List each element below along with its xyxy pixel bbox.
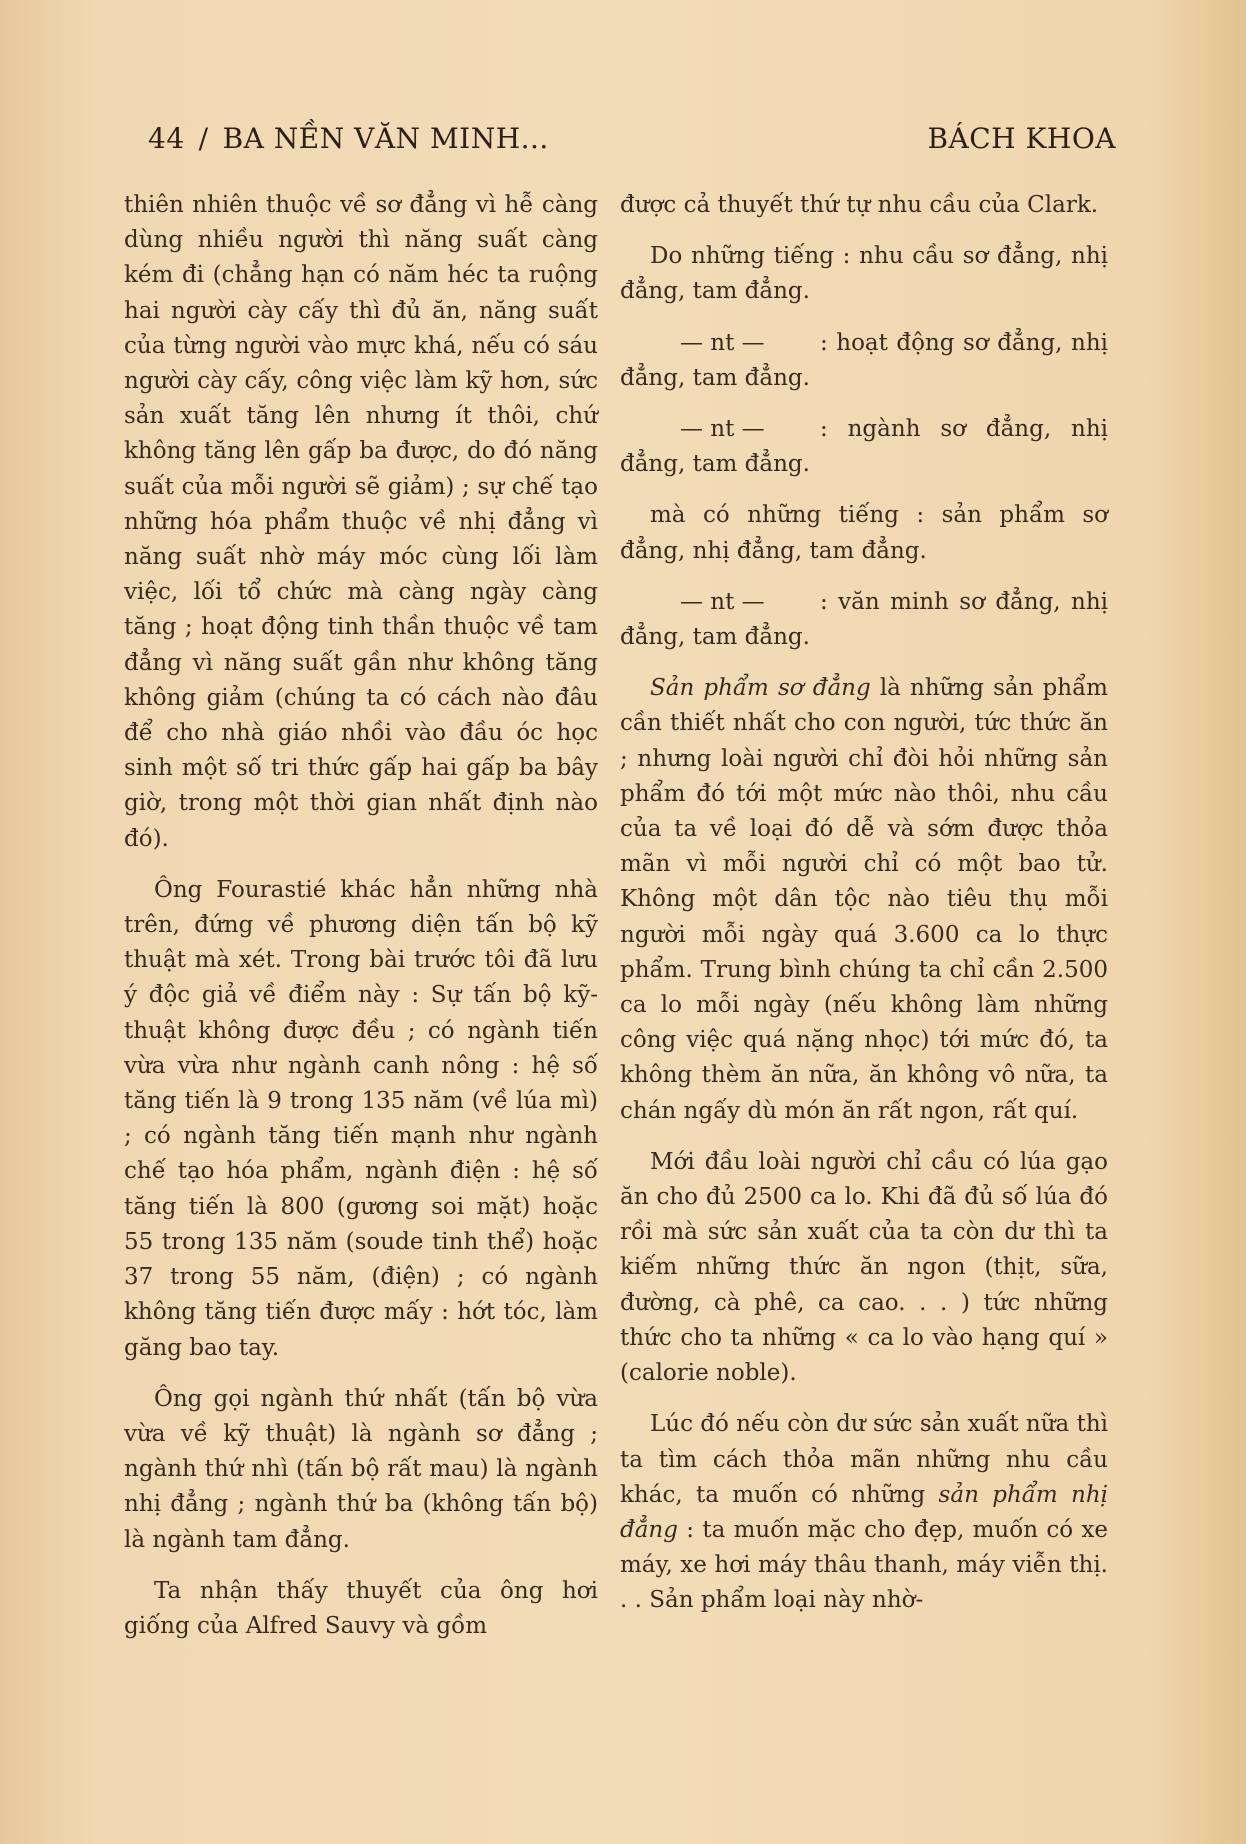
ditto-text: : văn minh sơ đẳng, nhị đẳng, tam đẳng. (620, 588, 1108, 651)
paragraph-text: là những sản phẩm cần thiết nhất cho con người, tức thức ăn ; nhưng loài người chỉ đòi hỏi những sản phẩm đó tới một mức nào thôi, nhu cầu của ta về loại đó dễ và sớm được thỏa mãn vì mỗi người chỉ có một bao tử. Không một dân tộc nào tiêu thụ mỗi người mỗi ngày quá 3.600 ca lo thực phẩm. Trung bình chúng ta chỉ cần 2.500 ca lo mỗi ngày (nếu không làm những công việc quá nặng nhọc) tới mức đó, ta không thèm ăn nữa, ăn không vô nữa, ta chán ngấy dù món ăn rất ngon, rất quí. (620, 675, 1108, 1124)
ditto-mark: — nt — (680, 588, 765, 615)
paragraph-text: Lúc đó nếu còn dư sức sản xuất nữa thì ta tìm cách thỏa mãn những nhu cầu khác, ta muốn có những (620, 1411, 1108, 1508)
ditto-line (620, 585, 1108, 655)
italic-term: sản phẩm nhị đẳng (620, 1481, 1108, 1543)
ditto-mark: — nt — (680, 329, 765, 356)
paragraph: Do những tiếng : nhu cầu sơ đẳng, nhị đẳng, tam đẳng. (620, 243, 1108, 305)
running-header (148, 122, 1116, 162)
paragraph (620, 1407, 1108, 1618)
left-column (124, 188, 598, 1660)
ditto-text: : ngành sơ đẳng, nhị đẳng, tam đẳng. (620, 416, 1108, 478)
paragraph: thiên nhiên thuộc về sơ đẳng vì hễ càng dùng nhiều người thì năng suất càng kém đi (chẳng hạn có năm héc ta ruộng hai người cày cấy thì đủ ăn, năng suất của từng người vào mực khá, nếu có sáu người cày cấy, công việc làm kỹ hơn, sức sản xuất tăng lên nhưng ít thôi, chứ không tăng lên gấp ba được, do đó năng suất của mỗi người sẽ giảm) ; sự chế tạo những hóa phẩm thuộc về nhị đẳng vì năng suất nhờ máy móc cùng lối làm việc, lối tổ chức mà càng ngày càng tăng ; hoạt động tinh thần thuộc về tam đẳng vì năng suất gần như không tăng không giảm (chúng ta có cách nào đâu để cho nhà giáo nhồi vào đầu óc học sinh một số tri thức gấp hai gấp ba bây giờ, trong một thời gian nhất định nào đó). (124, 192, 598, 852)
paragraph: Mới đầu loài người chỉ cầu có lúa gạo ăn cho đủ 2500 ca lo. Khi đã đủ số lúa đó rồi mà sức sản xuất của ta còn dư thì ta kiếm những thức ăn ngon (thịt, sữa, đường, cà phê, ca cao. . . ) tức những thức cho ta những « ca lo vào hạng quí » (calorie noble). (620, 1148, 1108, 1387)
ditto-mark: — nt — (680, 416, 765, 443)
header-left (148, 122, 549, 155)
running-title: BA NỀN VĂN MINH... (222, 122, 549, 155)
ditto-line (620, 412, 1108, 482)
paragraph: được cả thuyết thứ tự nhu cầu của Clark. (620, 192, 1099, 218)
paragraph: Ông Fourastié khác hẳn những nhà trên, đứng về phương diện tấn bộ kỹ thuật mà xét. Trong bài trước tôi đã lưu ý độc giả về điểm này : Sự tấn bộ kỹ-thuật không được đều ; có ngành tiến vừa vừa như ngành canh nông : hệ số tăng tiến là 9 trong 135 năm (về lúa mì) ; có ngành tăng tiến mạnh như ngành chế tạo hóa phẩm, ngành điện : hệ số tăng tiến là 800 (gương soi mặt) hoặc 55 trong 135 năm (soude tinh thể) hoặc 37 trong 55 năm, (điện) ; có ngành không tăng tiến được mấy : hớt tóc, làm găng bao tay. (124, 876, 598, 1361)
paragraph: Ông gọi ngành thứ nhất (tấn bộ vừa vừa về kỹ thuật) là ngành sơ đẳng ; ngành thứ nhì (tấn bộ rất mau) là ngành nhị đẳng ; ngành thứ ba (không tấn bộ) là ngành tam đẳng. (124, 1385, 598, 1553)
paragraph: mà có những tiếng : sản phẩm sơ đẳng, nhị đẳng, tam đẳng. (620, 502, 1108, 564)
page-number: 44 (148, 122, 185, 155)
paragraph-text: : ta muốn mặc cho đẹp, muốn có xe máy, xe hơi máy thâu thanh, máy viễn thị. . . Sản phẩm loại này nhờ- (620, 1516, 1108, 1614)
ditto-text: : hoạt động sơ đẳng, nhị đẳng, tam đẳng. (620, 329, 1108, 391)
magazine-name: BÁCH KHOA (927, 122, 1116, 155)
ditto-line (620, 326, 1108, 396)
paragraph (620, 671, 1108, 1129)
paragraph: Ta nhận thấy thuyết của ông hơi giống của Alfred Sauvy và gồm (124, 1577, 598, 1639)
right-column (620, 188, 1108, 1635)
italic-term: Sản phẩm sơ đẳng (650, 675, 871, 702)
header-separator: / (198, 122, 209, 155)
